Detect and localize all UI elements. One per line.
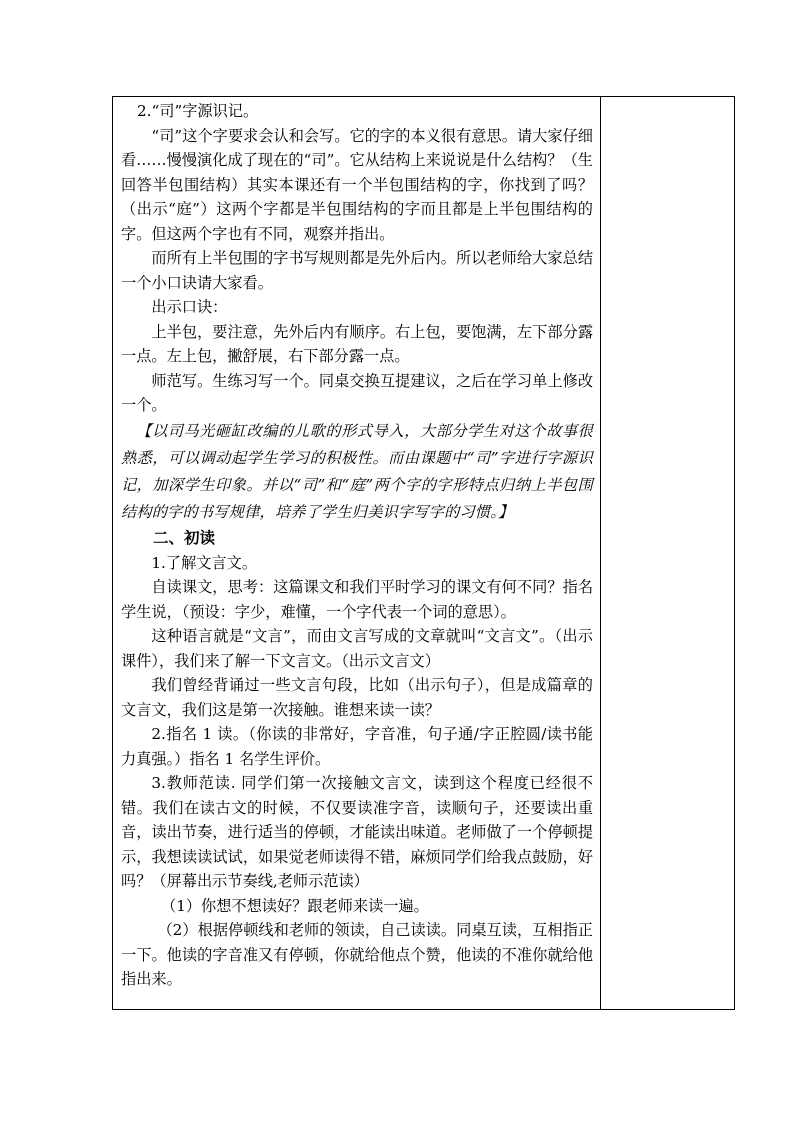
- paragraph: 师范写。生练习写一个。同桌交换互提建议，之后在学习单上修改一个。: [121, 371, 593, 414]
- paragraph: 上半包，要注意，先外后内有顺序。右上包，要饱满，左下部分露一点。左上包，撇舒展，右下部分露一点。: [121, 322, 593, 365]
- paragraph: 出示口诀：: [151, 298, 228, 316]
- notes-cell: [601, 97, 734, 1009]
- paragraph: 这种语言就是“文言”，而由文言写成的文章就叫“文言文”。（出示课件），我们来了解一下文言文。（出示文言文）: [121, 627, 593, 670]
- paragraph: 自读课文，思考：这篇课文和我们平时学习的课文有何不同？指名学生说，（预设：字少，难懂，一个字代表一个词的意思）。: [121, 578, 593, 621]
- step-paragraph: 3.教师范读. 同学们第一次接触文言文，读到这个程度已经很不错。我们在读古文的时候，不仅要读准字音，读顺句子，还要读出重音，读出节奏，进行适当的停顿，才能读出味道。老师做了一个停顿提示，我想读读试试，如果觉老师读得不错，麻烦同学们给我点鼓励，好吗？（屏幕出示节奏线,老师示范读）: [121, 774, 593, 890]
- design-note: 【以司马光砸缸改编的儿歌的形式导入，大部分学生对这个故事很熟悉，可以调动起学生学习的积极性。而由课题中“司”字进行字源识记，加深学生印象。并以“司”和“庭”两个字的字形特点归纳上半包围结构的字的书写规律，培养了学生归美识字写字的习惯。】: [121, 421, 593, 521]
- paragraph: 我们曾经背诵过一些文言句段，比如（出示句子），但是成篇章的文言文，我们这是第一次接触。谁想来读一读？: [121, 676, 593, 719]
- lesson-table: [112, 96, 735, 1010]
- section-2-title: 2.“司”字源识记。: [137, 102, 259, 120]
- section-heading: 二、初读: [153, 528, 216, 547]
- paragraph: 而所有上半包围的字书写规则都是先外后内。所以老师给大家总结一个小口诀请大家看。: [121, 249, 593, 292]
- sub-step: （1）你想不想读好？跟老师来读一遍。: [161, 896, 429, 915]
- sub-step: （2）根据停顿线和老师的领读，自己读读。同桌互读，互相指正一下。他读的字音准又有停顿，你就给他点个赞，他读的不准你就给他指出来。: [121, 921, 593, 988]
- step-title: 1.了解文言文。: [151, 553, 258, 572]
- lesson-content-cell: [121, 99, 593, 992]
- step-paragraph: 2.指名 1 读。（你读的非常好，字音准，句子通/字正腔圆/读书能力真强。）指名 1 名学生评价。: [121, 725, 593, 768]
- paragraph: “司”这个字要求会认和会写。它的字的本义很有意思。请大家仔细看……慢慢演化成了现在的“司”。它从结构上来说说是什么结构？（生回答半包围结构）其实本课还有一个半包围结构的字，你找到了吗？（出示“庭”）这两个字都是半包围结构的字而且都是上半包围结构的字。但这两个字也有不同，观察并指出。: [121, 126, 593, 243]
